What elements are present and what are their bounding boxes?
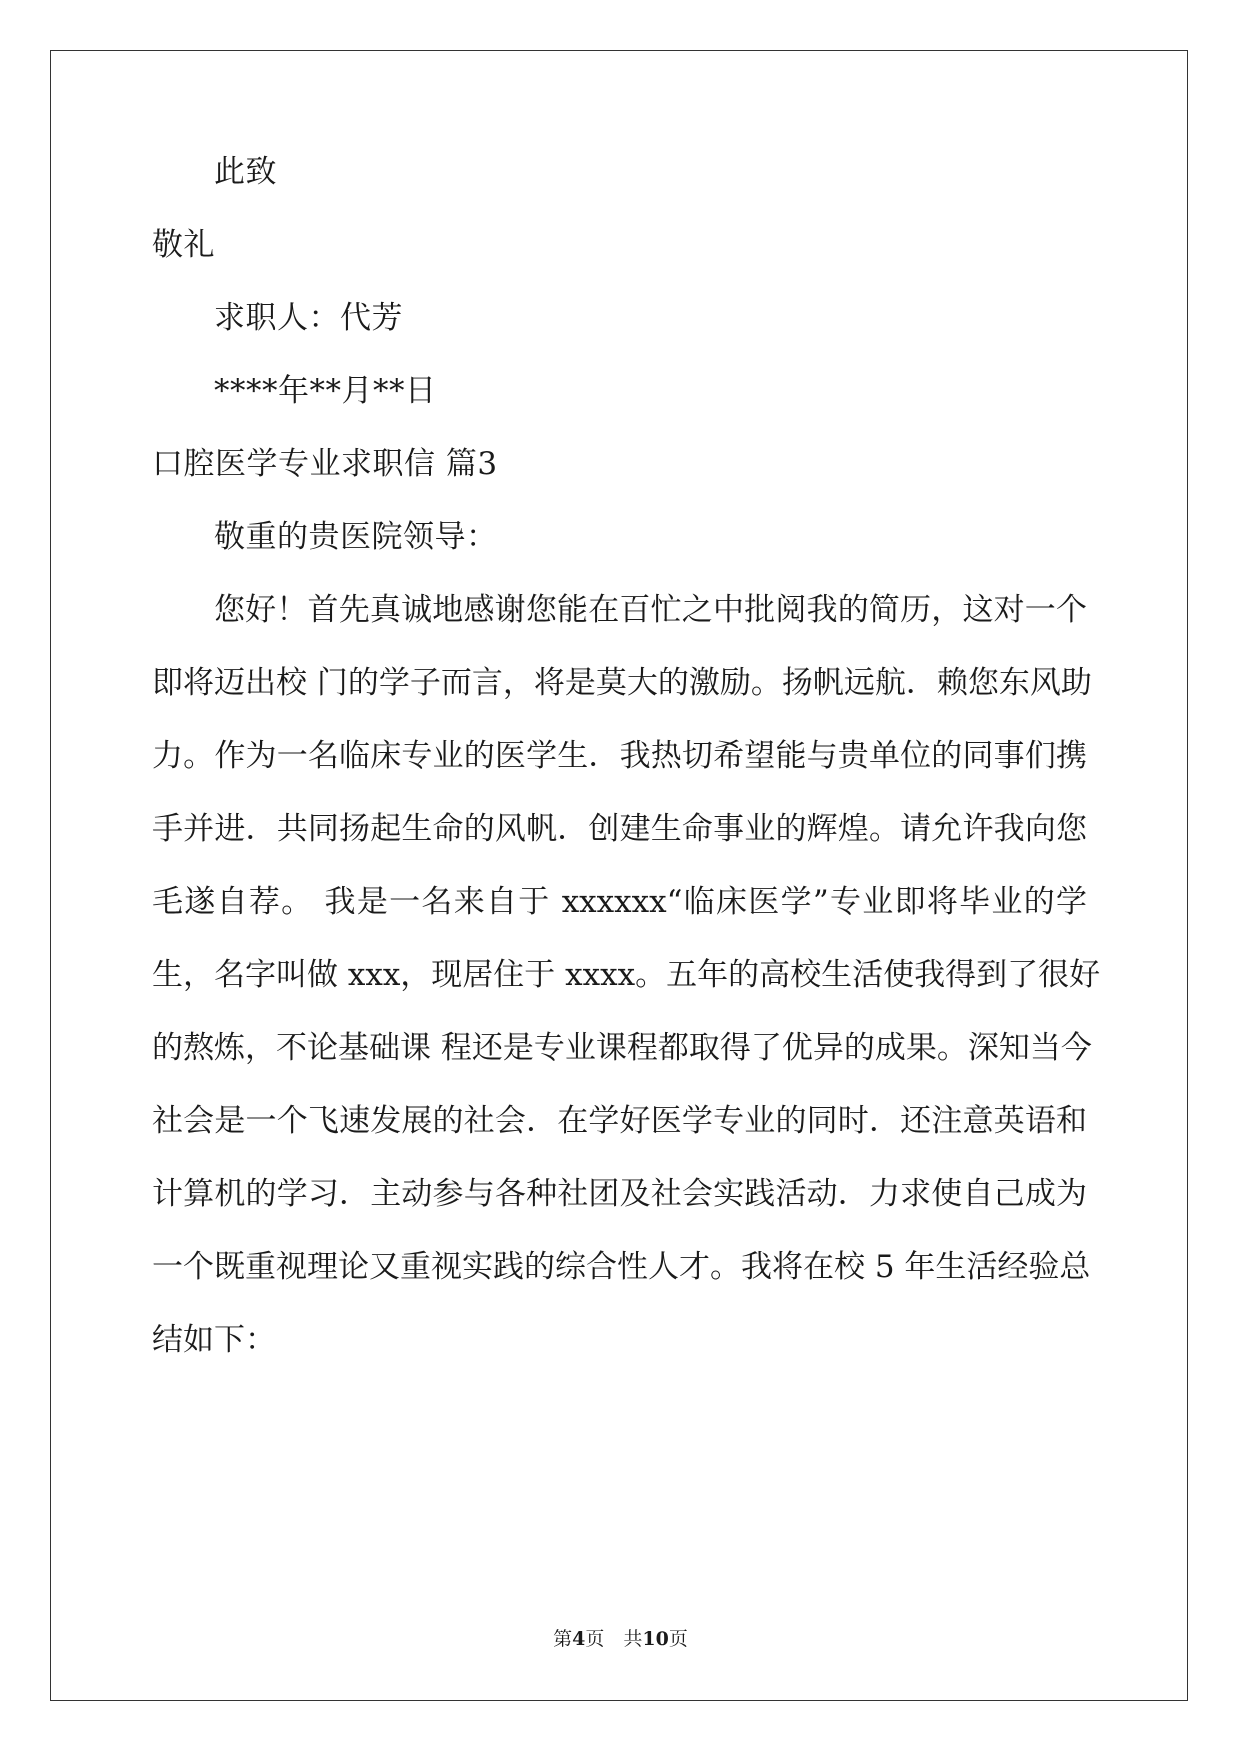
paragraph-line: 力。作为一名临床专业的医学生．我热切希望能与贵单位的同事们携 [152, 738, 1087, 774]
paragraph-line: 的熬炼，不论基础课 程还是专业课程都取得了优异的成果。深知当今 [152, 1030, 1092, 1066]
signature: 求职人：代芳 [214, 300, 403, 336]
paragraph-line: 结如下： [152, 1322, 276, 1358]
date: ****年**月**日 [214, 373, 437, 409]
paragraph-line: 生，名字叫做 xxx，现居住于 xxxx。五年的高校生活使我得到了很好 [152, 957, 1101, 993]
footer-total-pages: 10 [642, 1628, 669, 1650]
greeting: 敬重的贵医院领导： [214, 519, 498, 555]
paragraph-line: 一个既重视理论又重视实践的综合性人才。我将在校 5 年生活经验总 [152, 1249, 1091, 1285]
paragraph-line: 您好！首先真诚地感谢您能在百忙之中批阅我的简历，这对一个 [214, 592, 1087, 628]
footer-prefix: 第 [553, 1628, 573, 1650]
page-footer [0, 1627, 1241, 1651]
paragraph-line: 社会是一个飞速发展的社会．在学好医学专业的同时．还注意英语和 [152, 1103, 1087, 1139]
paragraph-line: 手并进．共同扬起生命的风帆．创建生命事业的辉煌。请允许我向您 [152, 811, 1087, 847]
footer-mid: 页 共 [585, 1628, 643, 1650]
paragraph-line: 计算机的学习．主动参与各种社团及社会实践活动．力求使自己成为 [152, 1176, 1087, 1212]
closing-regards: 敬礼 [152, 227, 215, 263]
paragraph-line: 即将迈出校 门的学子而言，将是莫大的激励。扬帆远航．赖您东风助 [152, 665, 1092, 701]
section-title: 口腔医学专业求职信 篇3 [152, 446, 498, 482]
paragraph-line: 毛遂自荐。 我是一名来自于 xxxxxx“临床医学”专业即将毕业的学 [152, 884, 1087, 920]
closing-salutation: 此致 [214, 154, 277, 190]
footer-page-number: 4 [572, 1628, 586, 1650]
footer-suffix: 页 [668, 1628, 688, 1650]
